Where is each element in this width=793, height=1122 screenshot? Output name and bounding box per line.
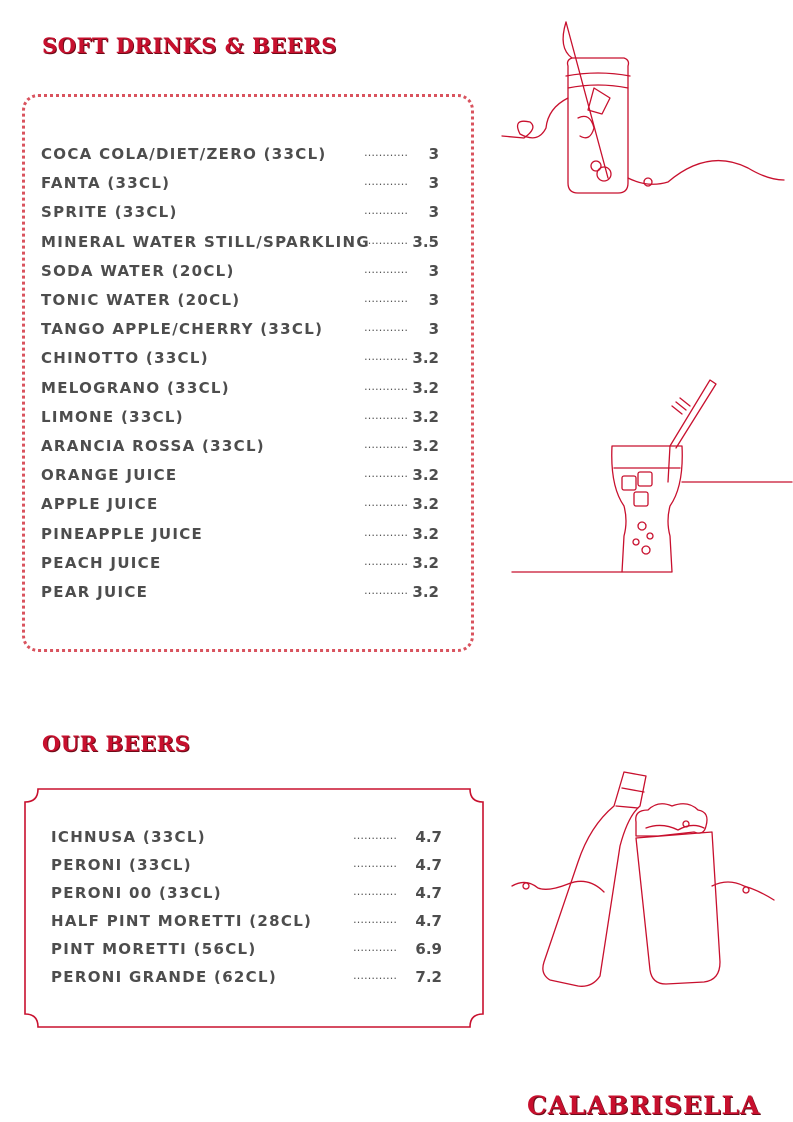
menu-item-name: PERONI (33CL): [51, 855, 192, 874]
leader-dots: …………: [364, 262, 408, 276]
leader-dots: …………: [364, 554, 408, 568]
leader-dots: …………: [364, 350, 408, 364]
leader-dots: …………: [364, 408, 408, 422]
menu-item-price: 3.2: [412, 553, 439, 572]
menu-item-row: [41, 552, 441, 574]
menu-item-row: [41, 201, 441, 223]
menu-item-price: 3.2: [412, 495, 439, 514]
beers-panel-frame: [24, 788, 484, 1028]
menu-item-price: 3.2: [412, 407, 439, 426]
menu-item-row: [41, 143, 441, 165]
soft-drinks-title: SOFT DRINKS & BEERS: [42, 33, 337, 58]
menu-item-name: PEACH JUICE: [41, 553, 162, 572]
menu-item-price: 4.7: [415, 828, 442, 846]
menu-item-row: [41, 231, 441, 253]
leader-dots: …………: [353, 912, 397, 926]
menu-item-price: 3.2: [412, 378, 439, 397]
menu-item-name: FANTA (33CL): [41, 174, 171, 193]
menu-item-price: 3: [428, 261, 439, 280]
menu-item-row: [41, 493, 441, 515]
leader-dots: …………: [364, 525, 408, 539]
menu-item-price: 3: [428, 291, 439, 309]
menu-item-name: APPLE JUICE: [41, 495, 159, 514]
menu-item-row: [41, 406, 441, 428]
menu-item-row: [41, 318, 441, 340]
menu-item-name: SPRITE (33CL): [41, 203, 178, 222]
leader-dots: …………: [364, 467, 408, 481]
leader-dots: …………: [364, 175, 408, 189]
menu-item-row: [41, 377, 441, 399]
menu-item-name: PINEAPPLE JUICE: [41, 524, 204, 543]
menu-item-name: PEAR JUICE: [41, 583, 149, 601]
beers-title: OUR BEERS: [42, 731, 191, 756]
leader-dots: …………: [364, 584, 408, 597]
leader-dots: …………: [364, 204, 408, 218]
menu-item-row: [41, 172, 441, 194]
menu-item-price: 4.7: [415, 911, 442, 930]
menu-item-name: MINERAL WATER STILL/SPARKLING: [41, 232, 370, 251]
menu-item-name: COCA COLA/DIET/ZERO (33CL): [41, 145, 327, 163]
menu-item-row: [51, 826, 443, 848]
menu-item-name: TONIC WATER (20CL): [41, 291, 241, 309]
menu-item-price: 7.2: [415, 967, 442, 986]
menu-item-row: [41, 289, 441, 311]
menu-item-row: [41, 523, 441, 545]
menu-item-name: MELOGRANO (33CL): [41, 378, 230, 397]
menu-item-price: 4.7: [415, 883, 442, 902]
leader-dots: …………: [364, 146, 408, 159]
leader-dots: …………: [364, 496, 408, 510]
menu-item-price: 4.7: [415, 855, 442, 874]
menu-item-row: [41, 435, 441, 457]
menu-item-price: 3: [428, 174, 439, 193]
menu-item-price: 6.9: [415, 939, 442, 958]
menu-item-price: 3.2: [412, 524, 439, 543]
leader-dots: …………: [364, 292, 408, 305]
menu-item-row: [41, 581, 441, 603]
menu-item-row: [41, 260, 441, 282]
menu-item-row: [41, 464, 441, 486]
menu-item-name: PINT MORETTI (56CL): [51, 939, 257, 958]
menu-item-row: [51, 910, 443, 932]
leader-dots: …………: [364, 321, 408, 335]
cocktail-glass-icon: [498, 18, 788, 200]
menu-item-price: 3.2: [412, 583, 439, 601]
leader-dots: …………: [364, 379, 408, 393]
menu-item-name: PERONI 00 (33CL): [51, 883, 222, 902]
leader-dots: …………: [353, 856, 397, 870]
menu-item-name: ARANCIA ROSSA (33CL): [41, 437, 265, 455]
beer-toast-icon: [508, 766, 778, 992]
leader-dots: …………: [364, 438, 408, 451]
menu-item-row: [51, 938, 443, 960]
leader-dots: …………: [353, 884, 397, 898]
menu-item-price: 3: [428, 203, 439, 222]
soda-glass-icon: [510, 376, 793, 576]
menu-item-name: TANGO APPLE/CHERRY (33CL): [41, 320, 324, 339]
menu-item-name: ORANGE JUICE: [41, 466, 178, 485]
brand-logo: CALABRISELLA: [527, 1091, 761, 1120]
menu-item-price: 3: [428, 145, 439, 163]
menu-item-name: PERONI GRANDE (62CL): [51, 967, 277, 986]
menu-item-row: [51, 966, 443, 988]
menu-item-name: LIMONE (33CL): [41, 407, 184, 426]
menu-item-price: 3.2: [412, 437, 439, 455]
leader-dots: …………: [353, 829, 397, 842]
leader-dots: …………: [353, 940, 397, 954]
menu-item-row: [41, 347, 441, 369]
menu-item-price: 3.2: [412, 349, 439, 368]
leader-dots: …………: [353, 968, 397, 982]
menu-item-name: SODA WATER (20CL): [41, 261, 235, 280]
menu-item-price: 3: [428, 320, 439, 339]
menu-item-price: 3.2: [412, 466, 439, 485]
menu-item-name: ICHNUSA (33CL): [51, 828, 206, 846]
menu-item-row: [51, 882, 443, 904]
menu-item-price: 3.5: [412, 232, 439, 251]
leader-dots: …………: [364, 233, 408, 247]
menu-item-row: [51, 854, 443, 876]
menu-item-name: CHINOTTO (33CL): [41, 349, 209, 368]
menu-item-name: HALF PINT MORETTI (28CL): [51, 911, 313, 930]
